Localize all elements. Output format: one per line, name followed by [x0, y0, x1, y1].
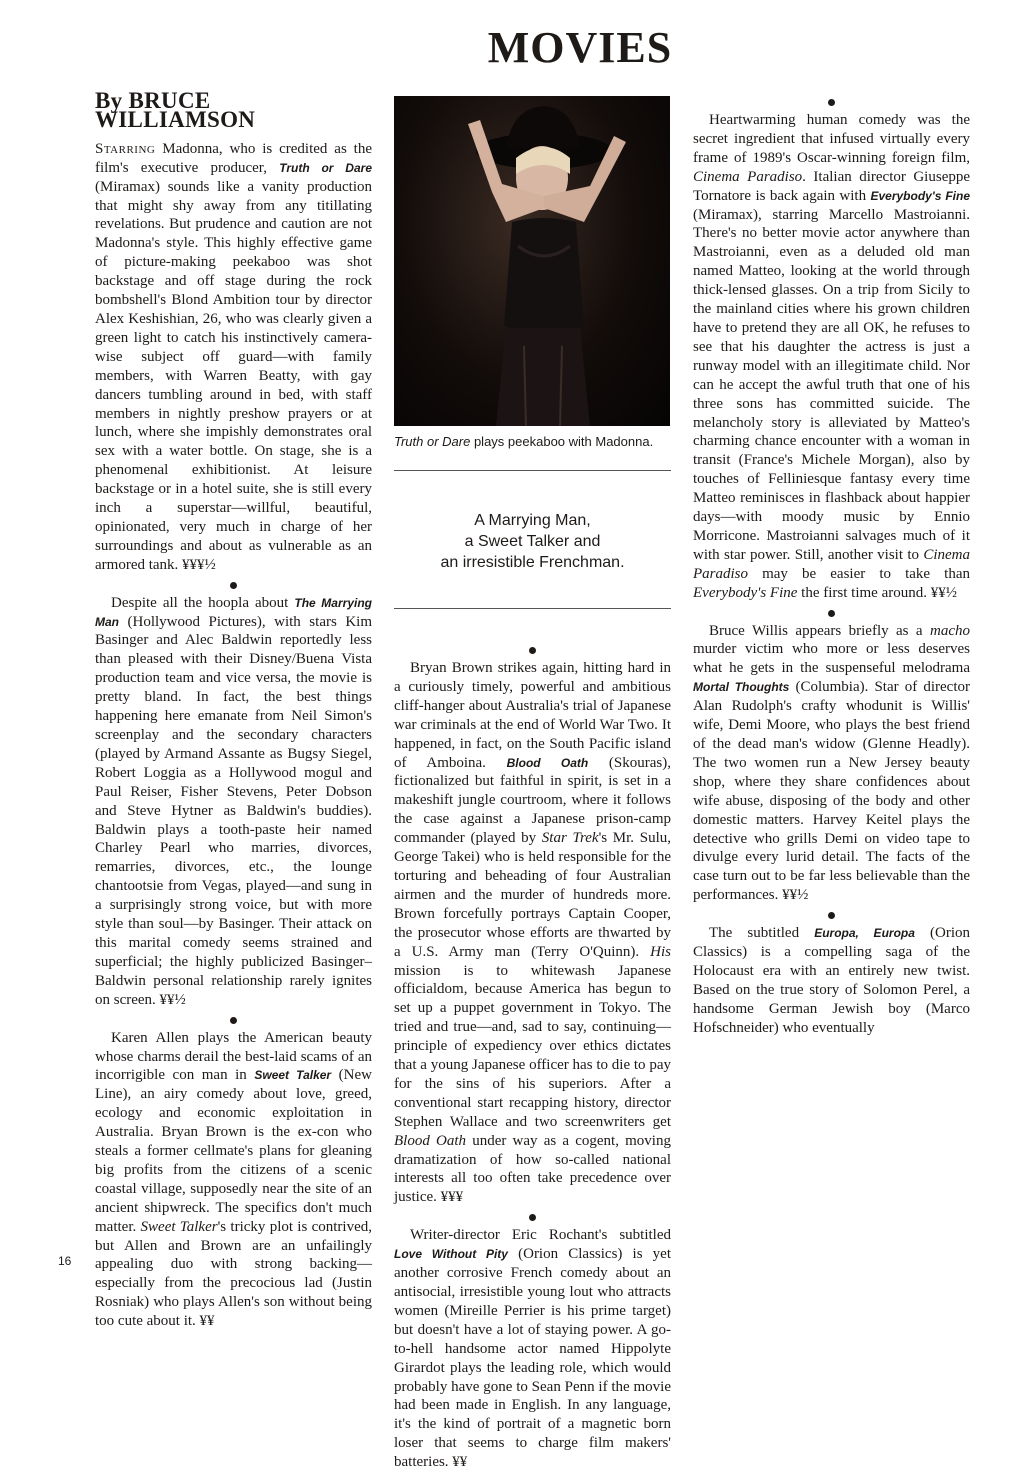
review-text: (Skouras), fictionalized but faithful in spirit, is set in a makeshift jungle courtroom, where it follows the case against a Japanese prison-camp commander (played by — [394, 754, 671, 847]
column-middle — [394, 640, 671, 1472]
review-text: 's tricky plot is contrived, but Allen and Brown are an unfailingly appealing duo with strong backing—especially from the precocious lad (Justin Rosniak) who plays Allen's son without being too cute about it. ¥¥ — [95, 1218, 372, 1330]
review-text: murder victim who more or less deserves what he gets in the suspenseful melodrama — [693, 641, 970, 677]
review-text: Writer-director Eric Rochant's subtitled — [410, 1227, 671, 1244]
divider-top — [394, 470, 671, 471]
section-title: MOVIES — [487, 23, 673, 72]
review-text: (New Line), an airy comedy about love, greed, ecology and economic exploitation in Australia. Bryan Brown is the ex-con who steals a former cellmate's plans for gleaning big profits from the citizens of a scenic coastal village, supposedly near the site of an ancient shipwreck. The specifics don't much matter. — [95, 1067, 372, 1235]
separator-bullet — [95, 1015, 372, 1025]
review-europa-europa — [693, 924, 970, 1037]
review-text: Bruce Willis appears briefly as a — [709, 622, 930, 639]
review-text: (Orion Classics) is yet another corrosive French comedy about an antisocial, irresistible young lout who attracts women (Mireille Perrier is his prime target) but doesn't have a lot of staying power. A go-to-hell handsome actor named Hippolyte Girardot plays the leading role, which would probably have gone to Sean Penn if the movie had been made in English. In any language, it's the kind of portrait of a magnetic born loser that seems to charge film makers' batteries. ¥¥ — [394, 1246, 671, 1471]
film-title: The Marrying Man — [95, 595, 372, 629]
review-text: Bryan Brown strikes again, hitting hard in a curiously timely, powerful and ambitious cliff-hanger about Australia's trial of Japanese war criminals at the end of World War Two. It happened, in fact, on the South Pacific island of Amboina. — [394, 660, 671, 771]
show-title-italic: Star Trek — [541, 830, 599, 847]
separator-bullet — [693, 910, 970, 920]
film-title-italic: Blood Oath — [394, 1132, 467, 1149]
film-title: Mortal Thoughts — [693, 680, 790, 695]
review-text: (Miramax), starring Marcello Mastroianni. There's no better movie actor anywhere than Mastroianni, even as a deluded old man named Matteo, looking at the world through thick-lensed glasses. On a trip from Sicily to the mainland cities where his grown children have to pretend they are all OK, he refuses to see that his daughter the actress is just a runway model with an illegitimate child. Nor can he accept the awful truth that one of his three sons has committed suicide. The melancholy story is alleviated by Matteo's charming chance encounter with a woman in transit (France's Michele Morgan), also by touches of Felliniesque fantasy every time Matteo reminisces in flashback about happier days—with moody music by Ennio Morricone. Mastroianni salvages much of it with star power. Still, another visit to — [693, 206, 970, 563]
review-text: Heartwarming human comedy was the secret ingredient that infused virtually every frame of 1989's Oscar-winning foreign film, — [693, 112, 970, 166]
separator-bullet — [693, 608, 970, 618]
page-number: 16 — [58, 1254, 72, 1268]
film-title-italic: Cinema Paradiso — [693, 546, 970, 582]
review-text: the first time around. ¥¥½ — [797, 584, 957, 601]
separator-bullet — [394, 1212, 671, 1222]
film-title-italic: Cinema Paradiso — [693, 168, 803, 185]
photo-caption — [394, 434, 671, 449]
pull-quote — [394, 510, 671, 573]
separator-bullet — [394, 645, 671, 655]
lead-in: Starring — [95, 140, 156, 157]
pull-quote-line: A Marrying Man, — [474, 512, 591, 529]
review-text: (Hollywood Pictures), with stars Kim Basinger and Alec Baldwin reportedly less than pleased with their Disney/Buena Vista production team and vice versa, the movie is pretty bland. In fact, the best things happening here emanate from Neil Simon's screenplay and the secondary characters (played by Armand Assante as Bugsy Siegel, Robert Loggia as a Hollywood mogul and Paul Reiser, Fisher Stevens, Peter Dobson and Steve Hytner as Baldwin's buddies). Baldwin plays a tooth-paste heir named Charley Pearl who marries, divorces, remarries, divorces, etc., the lounge chantootsie from Vegas, played—and sung in a surprisingly strong voice, but with more style than soul—by Basinger. Their attack on this marital comedy seems strained and superficial; the highly publicized Basinger–Baldwin personal relationship rarely ignites on screen. ¥¥½ — [95, 613, 372, 1008]
caption-text: plays peekaboo with Madonna. — [470, 434, 654, 449]
review-text: Madonna, who is credited as the film's executive producer, — [95, 140, 372, 176]
review-text: (Columbia). Star of director Alan Rudolph's crafty whodunit is Willis' wife, Demi Moore, who plays the best friend of the dead man's widow (Glenne Headly). The two women run a New Jersey beauty shop, where they share confidences about wife abuse, disposing of the body and other domestic matters. Harvey Keitel plays the detective who grills Demi on video tape to divulge every lurid detail. The facts of the case turn out to be far less believable than the performances. ¥¥½ — [693, 679, 970, 904]
review-mortal-thoughts — [693, 622, 970, 906]
film-title: Love Without Pity — [394, 1247, 508, 1262]
emphasis: His — [650, 943, 671, 960]
review-sweet-talker — [95, 1029, 372, 1332]
review-text: under way as a cogent, moving dramatization of how so-called national interests all too often take precedence over justice. ¥¥¥ — [394, 1132, 671, 1206]
byline: By BRUCE WILLIAMSON — [95, 88, 256, 132]
pull-quote-line: an irresistible Frenchman. — [440, 554, 625, 571]
divider-bottom — [394, 608, 671, 609]
column-right — [693, 92, 970, 1038]
film-title: Truth or Dare — [279, 160, 372, 175]
review-text: . Italian director Giuseppe Tornatore is back again with — [693, 168, 971, 204]
review-blood-oath — [394, 659, 671, 1207]
film-title: Everybody's Fine — [870, 188, 971, 203]
review-love-without-pity — [394, 1226, 671, 1472]
review-text: (Miramax) sounds like a vanity production that might shy away from any titillating revelations. But prudence and caution are not Madonna's style. This highly effective game of picture-making peekaboo was shot backstage and off stage during the rock bombshell's Blond Ambition tour by director Alex Keshishian, 26, who was clearly given a green light to catch his instinctively camera-wise subject off guard—with family members, with Warren Beatty, with gay dancers tumbling around in bed, with staff members in nightly preshow prayers or at lunch, where she impishly demonstrates oral sex with a water bottle. On stage, she is a phenomenal exhibitionist. At leisure backstage or in a hotel suite, she is still every inch a superstar—willful, beautiful, opinionated, very much in charge of her surroundings and about as vulnerable as an armored tank. ¥¥¥½ — [95, 178, 372, 573]
film-title: Europa, Europa — [814, 926, 915, 941]
madonna-photo — [394, 96, 670, 426]
separator-bullet — [693, 97, 970, 107]
film-title: Blood Oath — [506, 755, 589, 770]
caption-title: Truth or Dare — [394, 434, 471, 449]
separator-bullet — [95, 580, 372, 590]
column-left — [95, 88, 372, 1331]
review-text: The subtitled — [709, 925, 815, 942]
review-everybodys-fine — [693, 111, 970, 603]
review-text: 's Mr. Sulu, George Takei) who is held responsible for the torturing and beheading of four Australian airmen and the murder of hundreds more. Brown forcefully portrays Captain Cooper, the prosecutor whose efforts are thwarted by a U.S. Army man (Terry O'Quinn). — [394, 830, 671, 960]
pull-quote-line: a Sweet Talker and — [464, 533, 601, 550]
review-text: Despite all the hoopla about — [111, 594, 295, 611]
review-text: Karen Allen plays the American beauty whose charms derail the best-laid scams of an incorrigible con man in — [95, 1029, 372, 1084]
review-text: mission is to whitewash Japanese officialdom, because America has begun to set up a puppet government in Tokyo. The tried and true—and, sad to say, continuing—principle of expediency over ethics dictates that a young Japanese officer has to die to pay for the sins of his superiors. After a conventional start recapping history, director Stephen Wallace and two screenwriters get — [394, 962, 671, 1130]
film-title: Sweet Talker — [254, 1068, 332, 1083]
emphasis: macho — [930, 622, 970, 639]
film-title-italic: Sweet Talker — [140, 1218, 218, 1235]
review-text: (Orion Classics) is a compelling saga of the Holocaust era with an entirely new twist. Based on the true story of Solomon Perel, a handsome German Jewish boy (Marco Hofschneider) who eventually — [693, 925, 970, 1036]
review-truth-or-dare — [95, 140, 372, 575]
film-title-italic: Everybody's Fine — [693, 584, 798, 601]
review-marrying-man — [95, 594, 372, 1010]
review-text: may be easier to take than — [748, 565, 970, 582]
